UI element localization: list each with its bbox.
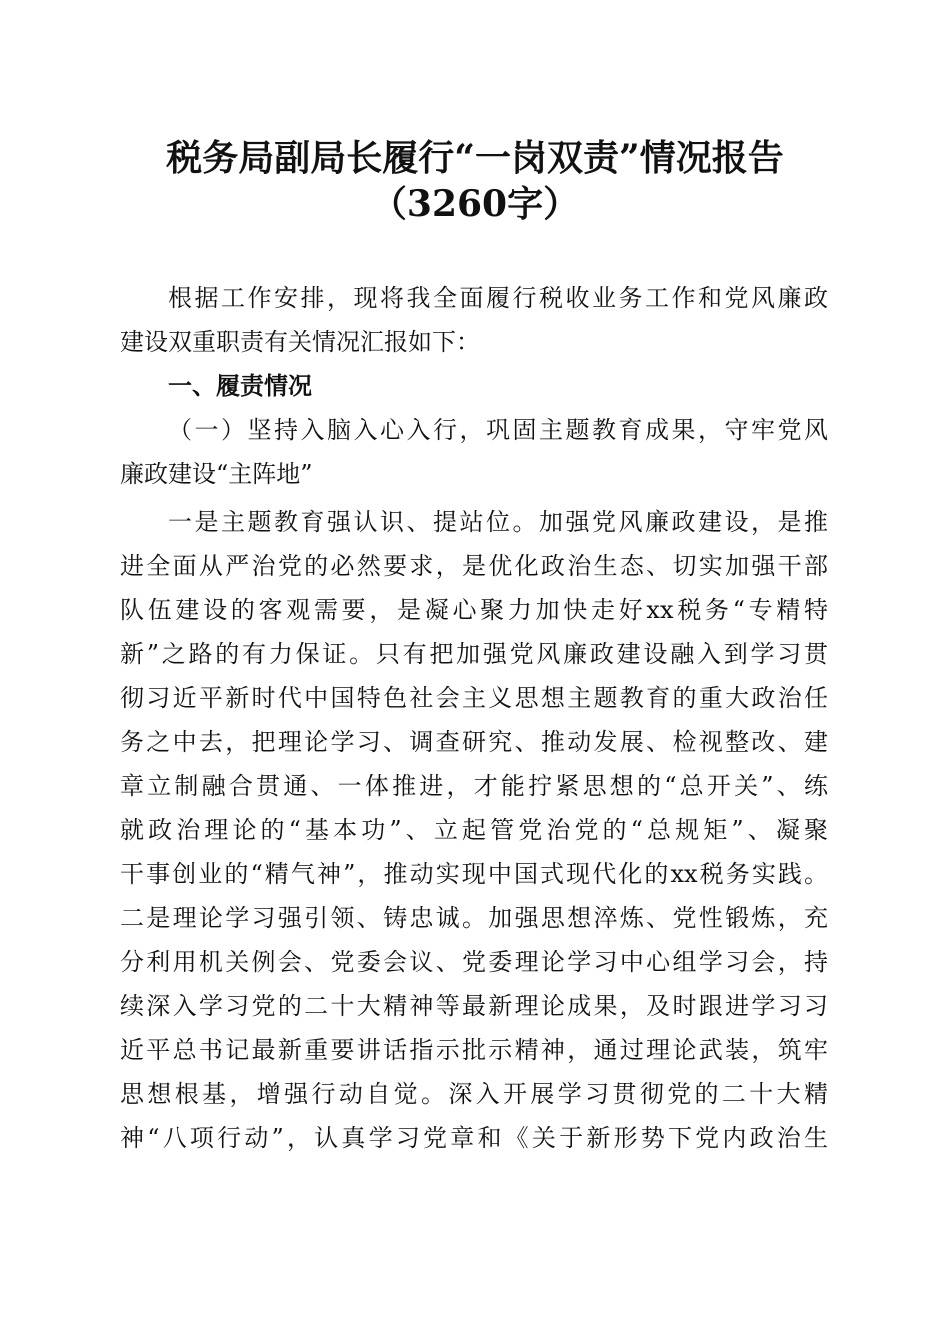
body-line: 一是主题教育强认识、提站位。加强党风廉政建设，是推 <box>168 508 828 536</box>
body-line: 进全面从严治党的必然要求，是优化政治生态、切实加强干部 <box>120 552 828 580</box>
body-line: 近平总书记最新重要讲话指示批示精神，通过理论武装，筑牢 <box>120 1036 828 1064</box>
body-line: 新”之路的有力保证。只有把加强党风廉政建设融入到学习贯 <box>120 640 828 668</box>
body-line: 章立制融合贯通、一体推进，才能拧紧思想的“总开关”、练 <box>120 772 828 800</box>
body-line: 续深入学习党的二十大精神等最新理论成果，及时跟进学习习 <box>120 992 828 1020</box>
subsection-heading: （一）坚持入脑入心入行，巩固主题教育成果，守牢党风 <box>168 416 828 444</box>
document-word-count: （3260字） <box>370 183 580 225</box>
body-line: 分利用机关例会、党委会议、党委理论学习中心组学习会，持 <box>120 948 828 976</box>
body-line: 二是理论学习强引领、铸忠诚。加强思想淬炼、党性锻炼，充 <box>120 904 828 932</box>
body-line: 就政治理论的“基本功”、立起管党治党的“总规矩”、凝聚 <box>120 816 828 844</box>
body-line: 神“八项行动”，认真学习党章和《关于新形势下党内政治生 <box>120 1124 828 1152</box>
body-line: 彻习近平新时代中国特色社会主义思想主题教育的重大政治任 <box>120 684 828 712</box>
section-heading: 一、履责情况 <box>168 372 312 400</box>
body-line: 思想根基，增强行动自觉。深入开展学习贯彻党的二十大精 <box>120 1080 828 1108</box>
intro-line: 根据工作安排，现将我全面履行税收业务工作和党风廉政 <box>168 284 828 312</box>
body-line: 干事创业的“精气神”，推动实现中国式现代化的xx税务实践。 <box>120 860 828 888</box>
subsection-heading: 廉政建设“主阵地” <box>120 460 313 488</box>
document-title: 税务局副局长履行“一岗双责”情况报告 <box>166 137 784 179</box>
intro-line: 建设双重职责有关情况汇报如下： <box>120 328 480 356</box>
body-line: 务之中去，把理论学习、调查研究、推动发展、检视整改、建 <box>120 728 828 756</box>
body-line: 队伍建设的客观需要，是凝心聚力加快走好xx税务“专精特 <box>120 596 828 624</box>
